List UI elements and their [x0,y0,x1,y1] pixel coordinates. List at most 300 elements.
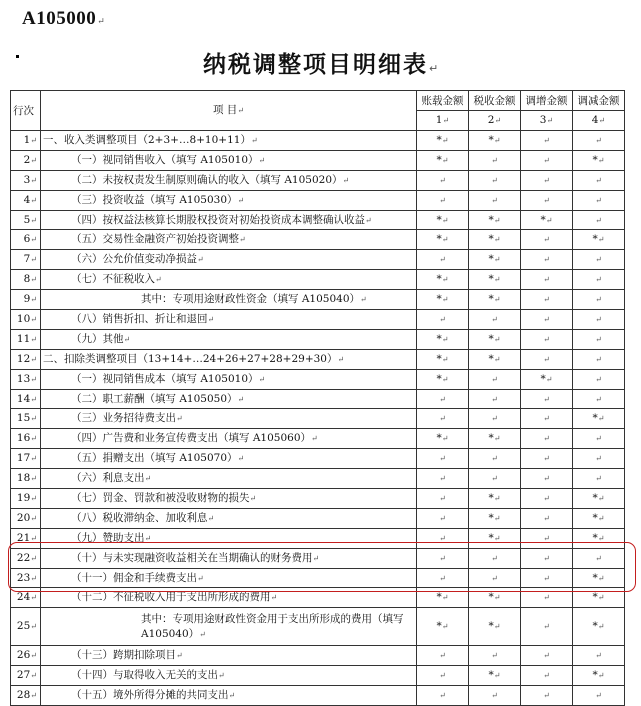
amount-cell[interactable] [417,170,469,190]
row-seq: 2↵ [11,150,41,170]
amount-cell[interactable] [521,310,573,330]
amount-cell[interactable]: *↵ [417,230,469,250]
paragraph-mark-icon: ↵ [595,374,602,384]
amount-cell[interactable] [573,190,625,210]
amount-cell[interactable]: *↵ [573,666,625,686]
amount-cell[interactable] [469,409,521,429]
table-row [11,150,625,170]
paragraph-mark-icon: ↵ [543,434,550,444]
table-row [11,588,625,608]
amount-cell[interactable] [573,369,625,389]
paragraph-mark-icon: ↵ [543,553,550,563]
paragraph-mark-icon: ↵ [543,414,550,424]
paragraph-mark-icon: ↵ [441,275,449,285]
row-item: （三）投资收益（填写 A105030）↵ [41,190,417,210]
table-row [11,270,625,290]
amount-cell[interactable] [521,508,573,528]
amount-cell[interactable] [521,290,573,310]
paragraph-mark-icon: ↵ [543,573,550,583]
row-item: （八）税收滞纳金、加收利息↵ [41,508,417,528]
amount-cell[interactable]: *↵ [417,150,469,170]
paragraph-mark-icon: ↵ [493,275,501,285]
amount-cell[interactable] [521,666,573,686]
paragraph-mark-icon: ↵ [365,215,372,225]
paragraph-mark-icon: ↵ [595,314,602,324]
paragraph-mark-icon: ↵ [595,651,602,661]
row-item: （三）业务招待费支出↵ [41,409,417,429]
table-row [11,528,625,548]
amount-cell[interactable] [417,409,469,429]
header-tax-amount: 税收金额 [469,91,521,111]
paragraph-mark-icon: ↵ [439,314,446,324]
paragraph-mark-icon: ↵ [491,573,498,583]
table-row [11,190,625,210]
amount-cell[interactable]: *↵ [417,429,469,449]
paragraph-mark-icon: ↵ [30,651,37,661]
amount-cell[interactable] [521,190,573,210]
amount-cell[interactable] [417,666,469,686]
amount-cell[interactable] [573,469,625,489]
amount-cell[interactable]: *↵ [469,666,521,686]
paragraph-mark-icon: ↵ [439,691,446,701]
row-item: （九）赞助支出↵ [41,528,417,548]
amount-cell[interactable]: *↵ [573,568,625,588]
paragraph-mark-icon: ↵ [439,255,446,265]
row-item: （四）按权益法核算长期股权投资对初始投资成本调整确认收益↵ [41,210,417,230]
amount-cell[interactable] [417,568,469,588]
amount-cell[interactable] [521,568,573,588]
paragraph-mark-icon: ↵ [491,474,498,484]
paragraph-mark-icon: ↵ [491,175,498,185]
item-header: 项 目↵ [41,91,417,131]
amount-cell[interactable]: *↵ [417,608,469,646]
paragraph-mark-icon: ↵ [237,195,245,205]
paragraph-mark-icon: ↵ [595,135,602,145]
row-item: （六）利息支出↵ [41,469,417,489]
amount-cell[interactable] [469,150,521,170]
table-row [11,131,625,151]
column-number: 1↵ [417,111,469,131]
paragraph-mark-icon: ↵ [543,275,550,285]
amount-cell[interactable] [573,389,625,409]
paragraph-mark-icon: ↵ [249,493,257,503]
paragraph-mark-icon: ↵ [597,414,605,424]
amount-cell[interactable] [573,646,625,666]
row-item: （二）未按权责发生制原则确认的收入（填写 A105020）↵ [41,170,417,190]
paragraph-mark-icon: ↵ [30,593,37,603]
amount-cell[interactable] [469,310,521,330]
amount-cell[interactable] [469,369,521,389]
row-item: （八）销售折扣、折让和退回↵ [41,310,417,330]
row-seq: 6↵ [11,230,41,250]
amount-cell[interactable]: *↵ [417,369,469,389]
amount-cell[interactable] [521,270,573,290]
table-row [11,429,625,449]
amount-cell[interactable]: *↵ [417,210,469,230]
row-item: （七）罚金、罚款和被没收财物的损失↵ [41,489,417,509]
paragraph-mark-icon: ↵ [30,155,37,165]
amount-cell[interactable] [417,508,469,528]
row-item: （十二）不征税收入用于支出所形成的费用↵ [41,588,417,608]
row-item: （五）交易性金融资产初始投资调整↵ [41,230,417,250]
amount-cell[interactable] [469,548,521,568]
paragraph-mark-icon: ↵ [30,671,37,681]
paragraph-mark-icon: ↵ [429,62,441,75]
amount-cell[interactable]: *↵ [469,508,521,528]
amount-cell[interactable] [521,646,573,666]
amount-cell[interactable] [469,190,521,210]
amount-cell[interactable] [417,469,469,489]
paragraph-mark-icon: ↵ [441,135,449,145]
row-seq: 7↵ [11,250,41,270]
amount-cell[interactable] [521,329,573,349]
amount-cell[interactable] [521,349,573,369]
amount-cell[interactable] [521,686,573,706]
amount-cell[interactable]: *↵ [573,508,625,528]
paragraph-mark-icon: ↵ [441,622,449,632]
paragraph-mark-icon: ↵ [597,235,605,245]
paragraph-mark-icon: ↵ [30,215,37,225]
amount-cell[interactable] [573,429,625,449]
amount-cell[interactable] [573,329,625,349]
amount-cell[interactable]: *↵ [417,588,469,608]
paragraph-mark-icon: ↵ [543,334,550,344]
paragraph-mark-icon: ↵ [493,135,501,145]
paragraph-mark-icon: ↵ [493,354,501,364]
paragraph-mark-icon: ↵ [123,334,131,344]
amount-cell[interactable]: *↵ [469,429,521,449]
paragraph-mark-icon: ↵ [493,622,501,632]
amount-cell[interactable] [573,290,625,310]
amount-cell[interactable]: *↵ [573,528,625,548]
paragraph-mark-icon: ↵ [270,593,278,603]
paragraph-mark-icon: ↵ [545,374,553,384]
amount-cell[interactable] [521,449,573,469]
table-row [11,170,625,190]
amount-cell[interactable] [573,250,625,270]
amount-cell[interactable] [573,686,625,706]
amount-cell[interactable] [417,250,469,270]
amount-cell[interactable] [573,170,625,190]
paragraph-mark-icon: ↵ [176,414,183,424]
row-seq: 9↵ [11,290,41,310]
paragraph-mark-icon: ↵ [439,533,446,543]
amount-cell[interactable] [521,489,573,509]
amount-cell[interactable] [469,449,521,469]
table-row [11,389,625,409]
paragraph-mark-icon: ↵ [442,116,450,125]
row-seq: 26↵ [11,646,41,666]
paragraph-mark-icon: ↵ [597,493,605,503]
paragraph-mark-icon: ↵ [491,414,498,424]
paragraph-mark-icon: ↵ [595,354,602,364]
amount-cell[interactable] [417,449,469,469]
amount-cell[interactable] [521,250,573,270]
paragraph-mark-icon: ↵ [439,195,446,205]
amount-cell[interactable]: *↵ [469,588,521,608]
row-seq: 1↵ [11,131,41,151]
table-row [11,548,625,568]
amount-cell[interactable] [521,230,573,250]
amount-cell[interactable] [521,131,573,151]
paragraph-mark-icon: ↵ [493,533,501,543]
row-seq: 23↵ [11,568,41,588]
paragraph-mark-icon: ↵ [30,195,37,205]
table-row [11,666,625,686]
paragraph-mark-icon: ↵ [441,155,449,165]
amount-cell[interactable]: *↵ [573,409,625,429]
amount-cell[interactable] [521,150,573,170]
table-row [11,646,625,666]
amount-cell[interactable]: *↵ [417,270,469,290]
row-seq: 13↵ [11,369,41,389]
paragraph-mark-icon: ↵ [439,513,446,523]
row-item: （五）捐赠支出（填写 A105070）↵ [41,449,417,469]
paragraph-mark-icon: ↵ [197,573,204,583]
paragraph-mark-icon: ↵ [595,474,602,484]
paragraph-mark-icon: ↵ [441,334,449,344]
amount-cell[interactable] [469,646,521,666]
paragraph-mark-icon: ↵ [30,235,37,245]
paragraph-mark-icon: ↵ [491,651,498,661]
amount-cell[interactable] [521,548,573,568]
paragraph-mark-icon: ↵ [597,573,605,583]
paragraph-mark-icon: ↵ [439,175,446,185]
header-decrease-amount: 调减金额 [573,91,625,111]
amount-cell[interactable] [469,389,521,409]
amount-cell[interactable] [417,489,469,509]
amount-cell[interactable]: *↵ [521,369,573,389]
amount-cell[interactable]: *↵ [469,250,521,270]
table-row [11,508,625,528]
paragraph-mark-icon: ↵ [597,155,605,165]
paragraph-mark-icon: ↵ [30,295,37,305]
paragraph-mark-icon: ↵ [595,454,602,464]
paragraph-mark-icon: ↵ [597,622,605,632]
amount-cell[interactable] [417,528,469,548]
tax-adjustment-table [10,90,625,706]
amount-cell[interactable] [573,310,625,330]
paragraph-mark-icon: ↵ [30,314,37,324]
paragraph-mark-icon: ↵ [493,235,501,245]
row-seq: 10↵ [11,310,41,330]
amount-cell[interactable]: *↵ [573,608,625,646]
paragraph-mark-icon: ↵ [439,553,446,563]
paragraph-mark-icon: ↵ [543,533,550,543]
paragraph-mark-icon: ↵ [545,215,553,225]
form-code: A105000↵ [22,8,106,29]
paragraph-mark-icon: ↵ [595,553,602,563]
table-row [11,568,625,588]
paragraph-mark-icon: ↵ [543,691,550,701]
amount-cell[interactable] [417,389,469,409]
paragraph-mark-icon: ↵ [493,513,501,523]
amount-cell[interactable]: *↵ [469,131,521,151]
table-row [11,329,625,349]
paragraph-mark-icon: ↵ [543,155,550,165]
row-item: 其中：专项用途财政性资金用于支出所形成的费用（填写 A105040）↵ [41,608,417,646]
paragraph-mark-icon: ↵ [491,374,498,384]
paragraph-mark-icon: ↵ [543,493,550,503]
paragraph-mark-icon: ↵ [543,354,550,364]
amount-cell[interactable] [417,548,469,568]
table-row [11,250,625,270]
amount-cell[interactable] [573,349,625,369]
amount-cell[interactable] [417,190,469,210]
paragraph-mark-icon: ↵ [144,533,152,543]
amount-cell[interactable]: *↵ [573,150,625,170]
column-number: 4↵ [573,111,625,131]
paragraph-mark-icon: ↵ [543,651,550,661]
paragraph-mark-icon: ↵ [493,593,501,603]
paragraph-mark-icon: ↵ [543,295,550,305]
paragraph-mark-icon: ↵ [493,493,501,503]
amount-cell[interactable]: *↵ [417,329,469,349]
paragraph-mark-icon: ↵ [30,434,37,444]
paragraph-mark-icon: ↵ [30,414,37,424]
paragraph-mark-icon: ↵ [312,553,320,563]
amount-cell[interactable]: *↵ [469,230,521,250]
paragraph-mark-icon: ↵ [493,255,501,265]
paragraph-mark-icon: ↵ [491,454,498,464]
amount-cell[interactable]: *↵ [469,329,521,349]
row-item: （十五）境外所得分摊的共同支出↵ [41,686,417,706]
row-seq: 16↵ [11,429,41,449]
row-seq: 24↵ [11,588,41,608]
amount-cell[interactable] [469,568,521,588]
amount-cell[interactable]: *↵ [573,230,625,250]
paragraph-mark-icon: ↵ [595,691,602,701]
paragraph-mark-icon: ↵ [543,593,550,603]
paragraph-mark-icon: ↵ [258,374,266,384]
paragraph-mark-icon: ↵ [30,354,37,364]
paragraph-mark-icon: ↵ [595,255,602,265]
amount-cell[interactable] [521,528,573,548]
amount-cell[interactable] [417,310,469,330]
paragraph-mark-icon: ↵ [543,314,550,324]
paragraph-mark-icon: ↵ [207,513,215,523]
paragraph-mark-icon: ↵ [199,629,206,639]
amount-cell[interactable]: *↵ [469,210,521,230]
paragraph-mark-icon: ↵ [97,16,106,26]
amount-cell[interactable] [573,449,625,469]
paragraph-mark-icon: ↵ [30,691,37,701]
bullet-icon [16,55,19,58]
paragraph-mark-icon: ↵ [30,553,37,563]
amount-cell[interactable] [469,686,521,706]
paragraph-mark-icon: ↵ [155,275,162,285]
amount-cell[interactable]: *↵ [573,489,625,509]
amount-cell[interactable]: *↵ [469,349,521,369]
row-seq: 28↵ [11,686,41,706]
amount-cell[interactable]: *↵ [417,131,469,151]
paragraph-mark-icon: ↵ [30,275,37,285]
amount-cell[interactable] [521,170,573,190]
amount-cell[interactable]: *↵ [469,489,521,509]
amount-cell[interactable] [573,270,625,290]
paragraph-mark-icon: ↵ [439,454,446,464]
paragraph-mark-icon: ↵ [237,394,245,404]
amount-cell[interactable] [573,131,625,151]
table-row [11,608,625,646]
amount-cell[interactable]: *↵ [573,588,625,608]
table-row [11,489,625,509]
paragraph-mark-icon: ↵ [546,116,554,125]
paragraph-mark-icon: ↵ [597,593,605,603]
paragraph-mark-icon: ↵ [30,374,37,384]
paragraph-mark-icon: ↵ [439,573,446,583]
amount-cell[interactable]: *↵ [469,528,521,548]
row-seq: 3↵ [11,170,41,190]
paragraph-mark-icon: ↵ [228,691,236,701]
table-row [11,230,625,250]
paragraph-mark-icon: ↵ [494,116,502,125]
paragraph-mark-icon: ↵ [543,513,550,523]
row-seq: 4↵ [11,190,41,210]
table-row [11,290,625,310]
amount-cell[interactable] [521,389,573,409]
amount-cell[interactable] [417,686,469,706]
paragraph-mark-icon: ↵ [30,394,37,404]
amount-cell[interactable] [573,548,625,568]
paragraph-mark-icon: ↵ [595,195,602,205]
row-seq: 18↵ [11,469,41,489]
paragraph-mark-icon: ↵ [491,314,498,324]
paragraph-mark-icon: ↵ [30,513,37,523]
amount-cell[interactable] [469,469,521,489]
amount-cell[interactable] [573,210,625,230]
row-item: （十三）跨期扣除项目↵ [41,646,417,666]
amount-cell[interactable]: *↵ [469,290,521,310]
paragraph-mark-icon: ↵ [30,135,37,145]
paragraph-mark-icon: ↵ [439,493,446,503]
amount-cell[interactable]: *↵ [469,270,521,290]
amount-cell[interactable]: *↵ [417,349,469,369]
paragraph-mark-icon: ↵ [311,434,318,444]
row-seq: 27↵ [11,666,41,686]
page-title: 纳税调整项目明细表↵ [203,52,441,78]
paragraph-mark-icon: ↵ [237,454,245,464]
paragraph-mark-icon: ↵ [30,255,37,265]
amount-cell[interactable] [469,170,521,190]
row-item: （六）公允价值变动净损益↵ [41,250,417,270]
paragraph-mark-icon: ↵ [439,414,446,424]
amount-cell[interactable] [417,646,469,666]
paragraph-mark-icon: ↵ [491,691,498,701]
amount-cell[interactable] [521,429,573,449]
paragraph-mark-icon: ↵ [250,135,258,145]
amount-cell[interactable]: *↵ [521,210,573,230]
amount-cell[interactable] [521,588,573,608]
amount-cell[interactable]: *↵ [417,290,469,310]
paragraph-mark-icon: ↵ [342,175,350,185]
paragraph-mark-icon: ↵ [493,671,501,681]
row-seq: 11↵ [11,329,41,349]
paragraph-mark-icon: ↵ [543,394,550,404]
row-item: （十一）佣金和手续费支出↵ [41,568,417,588]
paragraph-mark-icon: ↵ [441,215,449,225]
amount-cell[interactable] [521,409,573,429]
paragraph-mark-icon: ↵ [439,394,446,404]
paragraph-mark-icon: ↵ [493,295,501,305]
paragraph-mark-icon: ↵ [491,553,498,563]
amount-cell[interactable] [521,469,573,489]
table-row [11,469,625,489]
paragraph-mark-icon: ↵ [543,175,550,185]
paragraph-mark-icon: ↵ [197,255,204,265]
amount-cell[interactable] [521,608,573,646]
amount-cell[interactable]: *↵ [469,608,521,646]
